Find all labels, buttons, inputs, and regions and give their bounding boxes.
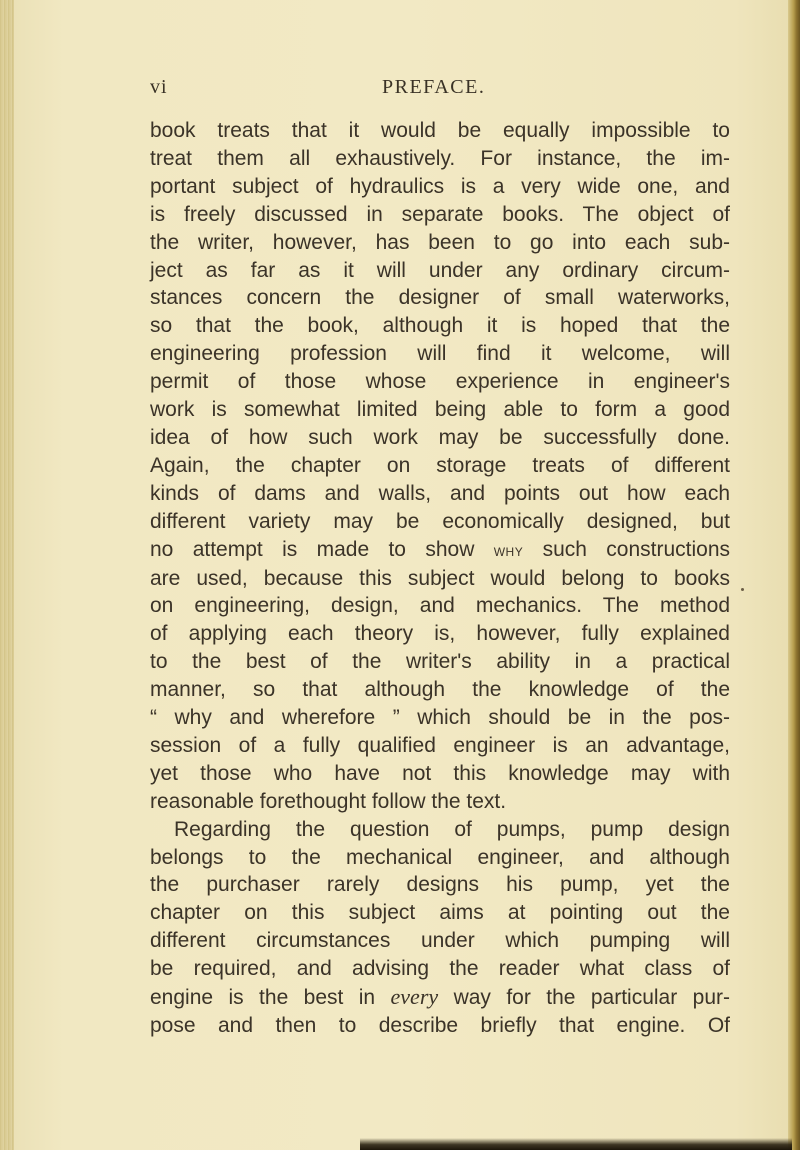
page-number: vi [150, 76, 168, 98]
text-line: reasonable forethought follow the text. [150, 789, 507, 813]
page-binding-edge [0, 0, 14, 1150]
running-head: PREFACE. [382, 76, 486, 98]
text-line: ject as far as it will under any ordinary circum- [150, 258, 730, 282]
text-line: idea of how such work may be successfully done. [150, 425, 730, 449]
italic-emphasis: every [390, 984, 439, 1010]
ink-speck [741, 588, 744, 591]
text-line: of applying each theory is, however, fully explained [150, 622, 730, 646]
text-line: belongs to the mechanical engineer, and although [150, 845, 730, 869]
text-line: be required, and advising the reader what class of [150, 957, 730, 981]
page-bottom-shadow [360, 1138, 792, 1150]
text-fragment: such constructions [523, 537, 730, 561]
text-line: portant subject of hydraulics is a very wide one, and [150, 174, 730, 198]
page-header [0, 76, 800, 106]
text-line: yet those who have not this knowledge may with [150, 761, 730, 785]
text-line: stances concern the designer of small waterworks, [150, 286, 730, 310]
text-line-with-small-caps [150, 536, 730, 565]
text-line: chapter on this subject aims at pointing out the [150, 901, 730, 925]
text-fragment: no attempt is made to show [150, 537, 494, 561]
text-line: are used, because this subject would belong to books [150, 566, 730, 590]
text-line: to the best of the writer's ability in a practical [150, 650, 730, 674]
text-line: permit of those whose experience in engineer's [150, 370, 730, 394]
text-line: the writer, however, has been to go into each sub- [150, 230, 730, 254]
text-line: session of a fully qualified engineer is an advantage, [150, 733, 730, 757]
text-line: “ why and wherefore ” which should be in the pos- [150, 706, 730, 730]
text-line: is freely discussed in separate books. The object of [150, 202, 730, 226]
small-caps-emphasis: why [493, 540, 524, 560]
text-line: so that the book, although it is hoped that the [150, 314, 730, 338]
text-line: kinds of dams and walls, and points out how each [150, 481, 730, 505]
text-line: book treats that it would be equally impossible to [150, 119, 730, 142]
text-line: work is somewhat limited being able to form a good [150, 398, 730, 422]
text-line: engineering profession will find it welcome, will [150, 342, 730, 366]
text-line: the purchaser rarely designs his pump, yet the [150, 873, 730, 897]
text-line: Again, the chapter on storage treats of different [150, 453, 730, 477]
text-fragment: way for the particular pur- [438, 986, 730, 1010]
text-line: different circumstances under which pumping will [150, 929, 730, 953]
text-line: different variety may be economically designed, but [150, 509, 730, 533]
text-line: on engineering, design, and mechanics. The method [150, 594, 730, 618]
text-fragment: engine is the best in [150, 986, 391, 1010]
text-line: treat them all exhaustively. For instance, the im- [150, 146, 730, 170]
text-line: manner, so that although the knowledge of the [150, 678, 730, 702]
paragraph-start-line: Regarding the question of pumps, pump design [174, 817, 730, 841]
text-line: pose and then to describe briefly that engine. Of [150, 1014, 730, 1037]
body-text [150, 117, 730, 1040]
text-line-with-italic [150, 983, 730, 1012]
page-right-edge [788, 0, 800, 1150]
